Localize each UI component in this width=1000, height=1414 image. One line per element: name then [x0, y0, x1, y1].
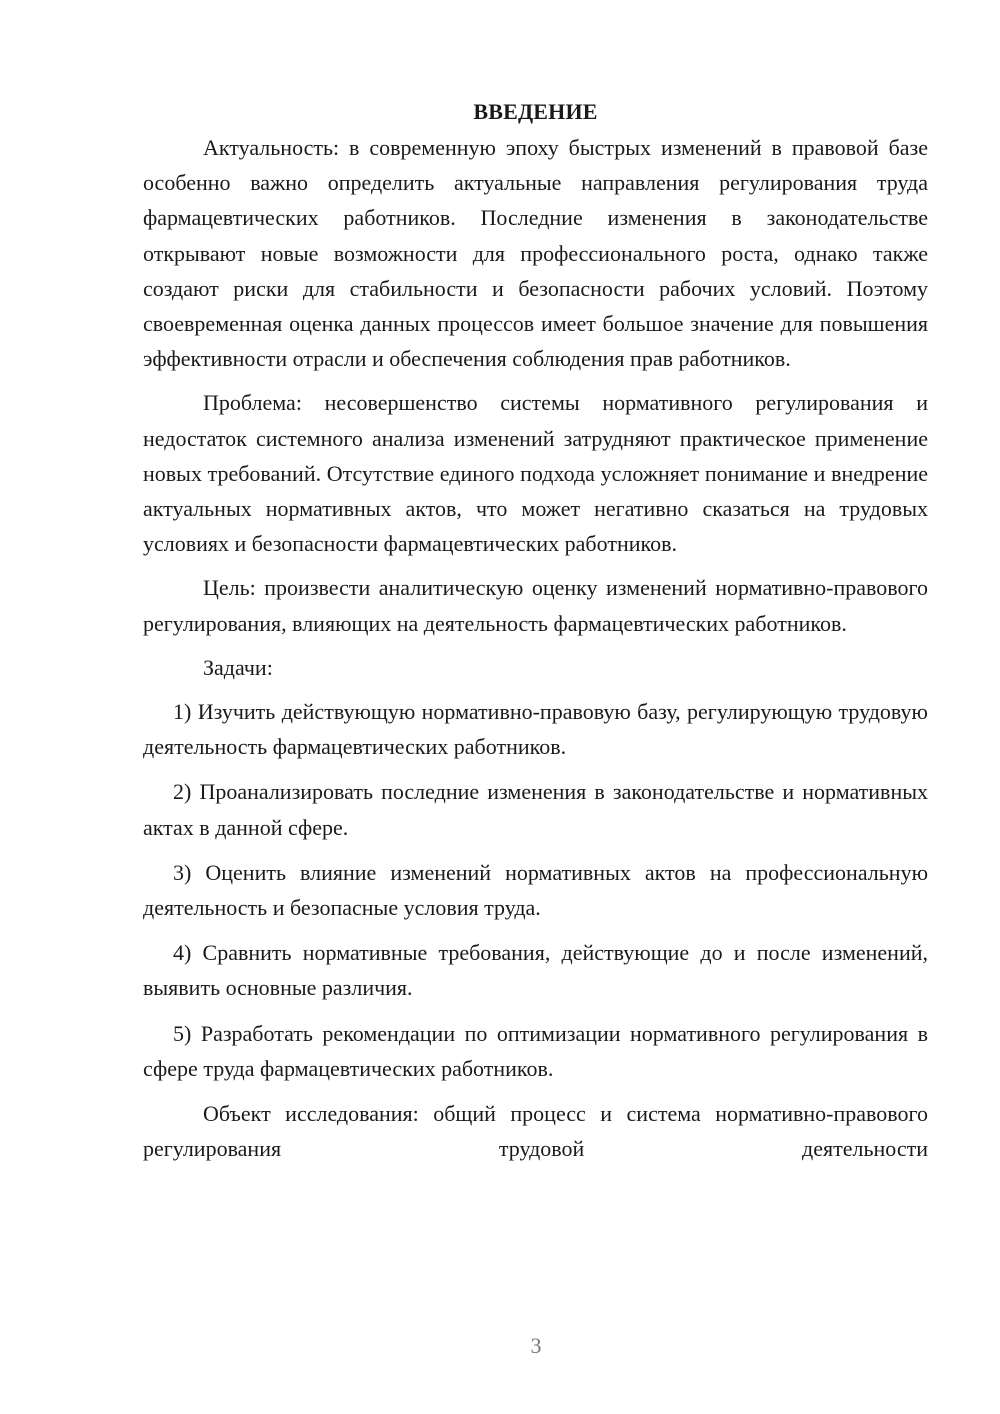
task-item-1: 1) Изучить действующую нормативно-правовую базу, регулирующую трудовую деятельность фармацевтических работников.	[143, 699, 928, 760]
page-number: 3	[530, 1333, 542, 1358]
paragraph-object: Объект исследования: общий процесс и система нормативно-правового регулирования трудовой деятельности	[143, 1101, 928, 1162]
task-item-5: 5) Разработать рекомендации по оптимизации нормативного регулирования в сфере труда фармацевтических работников.	[143, 1020, 928, 1081]
paragraph-goal: Цель: произвести аналитическую оценку изменений нормативно-правового регулирования, влияющих на деятельность фармацевтических работников.	[143, 575, 928, 636]
page-content	[143, 94, 928, 1175]
paragraph-relevance: Актуальность: в современную эпоху быстрых изменений в правовой базе особенно важно определить актуальные направления регулирования труда фармацевтических работников. Последние изменения в законодательстве открывают новые возможности для профессионального роста, однако также создают риски для стабильности и безопасности рабочих условий. Поэтому своевременная оценка данных процессов имеет большое значение для повышения эффективности отрасли и обеспечения соблюдения прав работников.	[143, 135, 928, 372]
task-item-2: 2) Проанализировать последние изменения в законодательстве и нормативных актах в данной сфере.	[143, 779, 928, 840]
paragraph-problem: Проблема: несовершенство системы нормативного регулирования и недостаток системного анализа изменений затрудняют практическое применение новых требований. Отсутствие единого подхода усложняет понимание и внедрение актуальных нормативных актов, что может негативно сказаться на трудовых условиях и безопасности фармацевтических работников.	[143, 390, 928, 557]
section-title: ВВЕДЕНИЕ	[473, 99, 598, 124]
task-item-4: 4) Сравнить нормативные требования, действующие до и после изменений, выявить основные различия.	[143, 940, 928, 1001]
paragraph-tasks-heading: Задачи:	[203, 654, 273, 680]
task-item-3: 3) Оценить влияние изменений нормативных актов на профессиональную деятельность и безопасные условия труда.	[143, 859, 928, 921]
